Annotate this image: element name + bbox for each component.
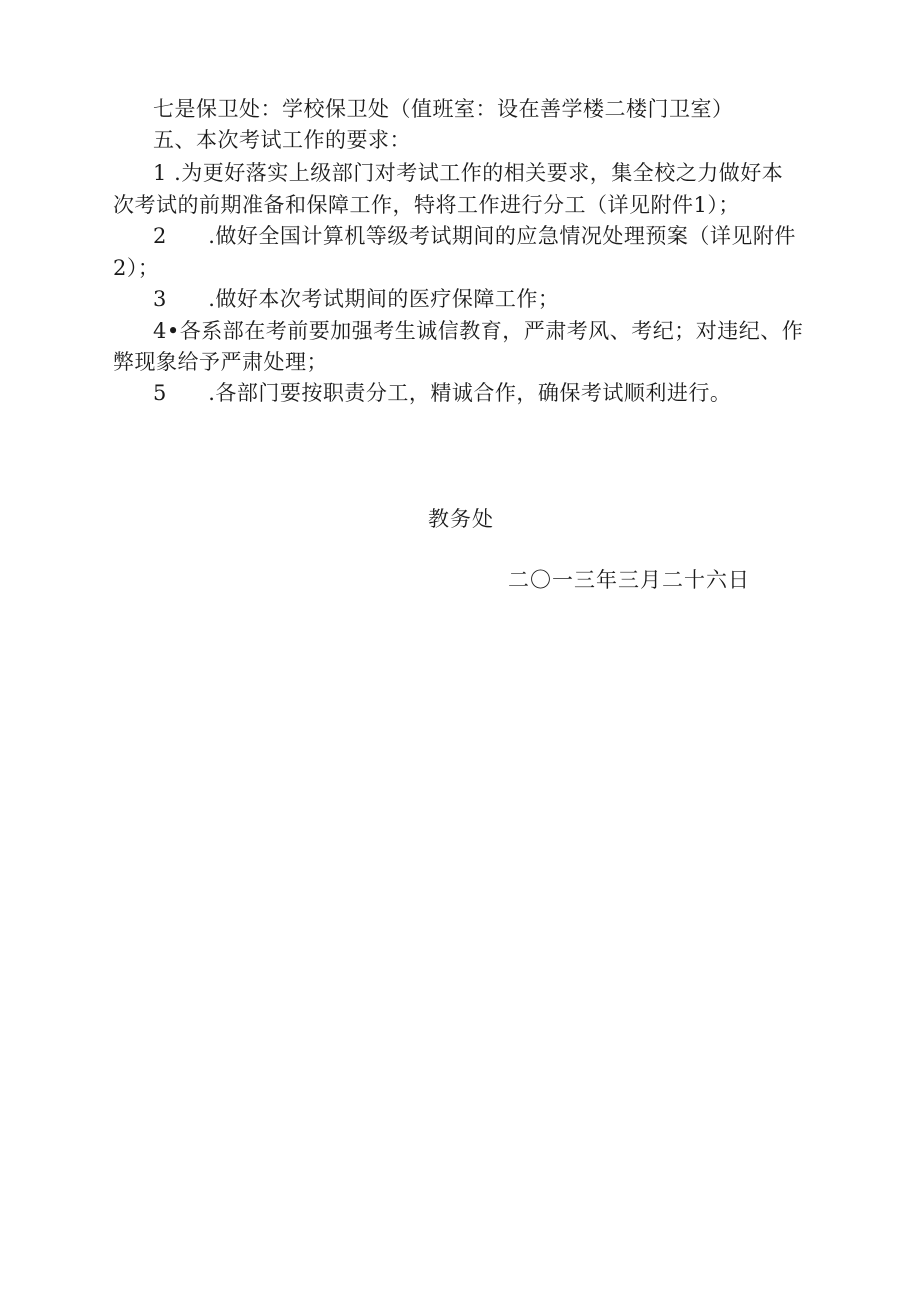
list-text: 2）； bbox=[113, 256, 160, 280]
list-text: .做好全国计算机等级考试期间的应急情况处理预案（详见附件 bbox=[208, 224, 796, 248]
line-text: 七是保卫处：学校保卫处（值班室：设在善学楼二楼门卫室） bbox=[153, 97, 734, 121]
list-text: 各系部在考前要加强考生诚信教育，严肃考风、考纪；对违纪、作 bbox=[179, 319, 804, 343]
list-item-4-continuation bbox=[113, 347, 328, 378]
list-text: .做好本次考试期间的医疗保障工作； bbox=[208, 287, 560, 311]
list-number: 1 bbox=[153, 161, 167, 185]
list-number: 3 bbox=[153, 287, 167, 311]
heading-text: 五、本次考试工作的要求： bbox=[153, 128, 411, 152]
signature-office: 教务处 bbox=[428, 507, 494, 531]
section-heading-requirements bbox=[153, 125, 813, 156]
list-text: 次考试的前期准备和保障工作，特将工作进行分工（详见附件1）； bbox=[113, 193, 740, 217]
list-item-1-continuation bbox=[113, 190, 740, 221]
list-item-2 bbox=[153, 221, 813, 252]
list-item-5 bbox=[153, 378, 813, 409]
list-text: .为更好落实上级部门对考试工作的相关要求，集全校之力做好本 bbox=[174, 161, 784, 185]
list-item-3 bbox=[153, 284, 813, 315]
list-number: 4• bbox=[153, 319, 180, 343]
list-number: 2 bbox=[153, 224, 167, 248]
paragraph-security-office bbox=[153, 94, 813, 125]
list-item-4 bbox=[153, 316, 813, 347]
document-date: 二〇一三年三月二十六日 bbox=[508, 568, 750, 592]
list-item-2-continuation bbox=[113, 253, 159, 284]
list-text: .各部门要按职责分工，精诚合作，确保考试顺利进行。 bbox=[208, 381, 732, 405]
list-number: 5 bbox=[153, 381, 167, 405]
list-text: 弊现象给予严肃处理； bbox=[113, 350, 328, 374]
list-item-1 bbox=[153, 158, 813, 189]
